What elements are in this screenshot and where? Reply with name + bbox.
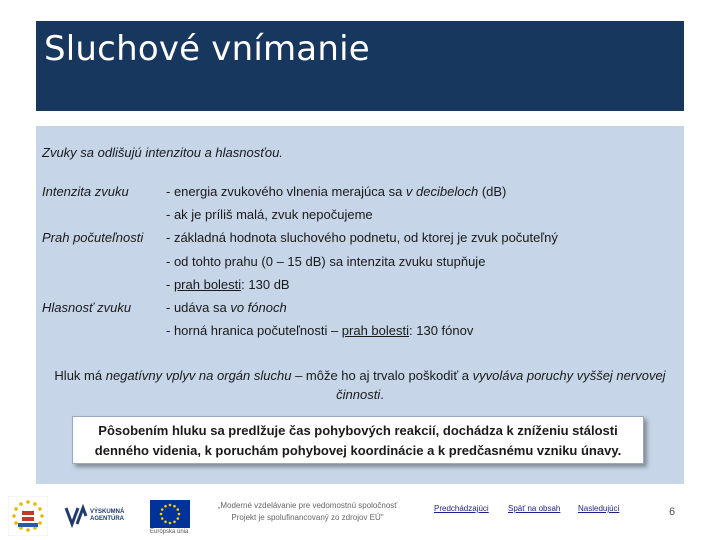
term-loudness: Hlasnosť zvuku — [42, 299, 132, 315]
definition-line: - prah bolesti: 130 dB — [166, 276, 290, 292]
definition-line: - základná hodnota sluchového podnetu, od ktorej je zvuk počuteľný — [166, 230, 558, 246]
content-box — [36, 126, 684, 484]
pain-threshold-term: prah bolesti — [341, 323, 410, 339]
highlight-box: Pôsobením hluku sa predlžuje čas pohybových reakcií, dochádza k zníženiu stálosti denného videnia, k poruchám pohybovej koordinácie a k predčasnému vzniku únavy. — [72, 416, 644, 464]
definition-line: - udáva sa vo fónoch — [166, 299, 287, 315]
title-band — [36, 21, 684, 111]
definition-row — [42, 180, 678, 203]
pain-threshold-term: prah bolesti — [173, 276, 242, 292]
eu-emblem-logo — [8, 496, 48, 536]
eu-caption: Európska únia — [150, 529, 189, 535]
definition-row — [42, 273, 678, 296]
definition-row — [42, 319, 678, 342]
slide-title: Sluchové vnímanie — [44, 29, 370, 69]
project-slogan: „Moderné vzdelávanie pre vedomostnú spoločnosť Projekt je spolufinancovaný zo zdrojov EÚ" — [217, 501, 398, 522]
next-link[interactable]: Nasledujúci — [578, 504, 620, 513]
term-threshold: Prah počuteľnosti — [42, 230, 144, 246]
footer — [0, 488, 720, 540]
definition-row — [42, 226, 678, 249]
back-to-contents-link[interactable]: Späť na obsah — [508, 504, 561, 513]
previous-link[interactable]: Predchádzajúci — [434, 504, 489, 513]
definition-row — [42, 250, 678, 273]
noise-paragraph: Hluk má negatívny vplyv na orgán sluchu – môže ho aj trvalo poškodiť a vyvoláva poruchy vyššej nervovej činnosti. — [54, 368, 666, 402]
term-intensity: Intenzita zvuku — [42, 184, 129, 199]
agency-logo — [64, 502, 134, 530]
page-number: 6 — [669, 506, 676, 518]
eu-flag-logo — [150, 500, 190, 528]
definition-line: - ak je príliš malá, zvuk nepočujeme — [166, 207, 373, 223]
agency-name: VÝSKUMNÁ AGENTÚRA — [90, 509, 125, 522]
definition-line: - horná hranica počuteľnosti – prah bolesti: 130 fónov — [166, 323, 474, 339]
intro-text: Zvuky sa odlišujú intenzitou a hlasnosťou. — [42, 145, 283, 160]
definition-row — [42, 203, 678, 226]
definition-list — [42, 180, 678, 342]
definition-line: - energia zvukového vlnenia merajúca sa v decibeloch (dB) — [166, 184, 507, 199]
definition-row — [42, 296, 678, 319]
definition-line: - od tohto prahu (0 – 15 dB) sa intenzita zvuku stupňuje — [166, 253, 486, 269]
